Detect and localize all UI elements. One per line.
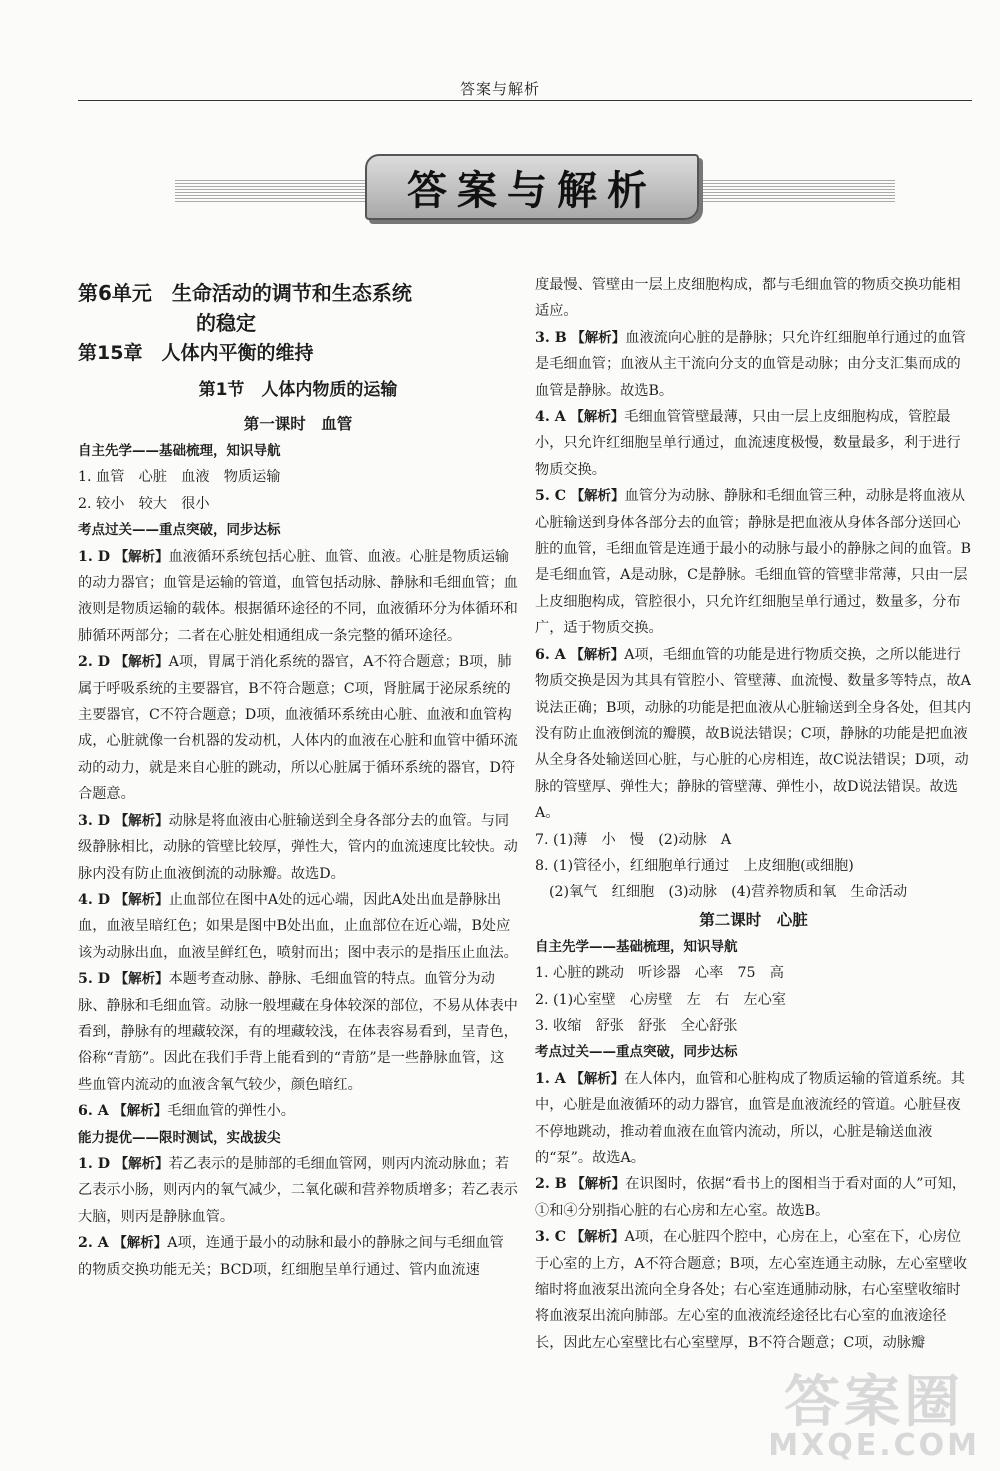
answer-item: 1. A 【解析】在人体内，血管和心脏构成了物质运输的管道系统。其中，心脏是血液循环的动力器官，血管是血液流经的管道。心脏昼夜不停地跳动，推动着血液在血管内流动，所以，心脏是输送血液的“泵”。故选A。 (535, 1070, 965, 1166)
left-column (78, 272, 518, 1283)
lesson-title: 第一课时 血管 (243, 415, 353, 433)
banner-title: 答案与解析 (407, 167, 657, 214)
lesson-title: 第二课时 心脏 (699, 910, 808, 929)
answer-line: 1. 心脏的跳动 听诊器 心率 75 高 (535, 965, 784, 982)
site-watermark: 答案圈 MXQE.COM (768, 1370, 980, 1463)
answer-item: 6. A 【解析】A项，毛细血管的功能是进行物质交换，之所以能进行物质交换是因为其具有管腔小、管壁薄、血流慢、数量多等特点，故A说法正确；B项，动脉的功能是把血液从心脏输送到全身各处，但其内没有防止血液倒流的瓣膜，故B说法错误；C项，静脉的功能是把血液从全身各处输送回心脏，与心脏的心房相连，故C说法错误；D项，动脉的管壁厚、弹性大；静脉的管壁薄、弹性小，故D说法错误。故选A。 (535, 646, 972, 822)
answer-continuation: 度最慢、管壁由一层上皮细胞构成，都与毛细血管的物质交换功能相适应。 (535, 277, 961, 320)
title-banner (175, 150, 720, 225)
answer-item: 2. A 【解析】A项，连通于最小的动脉和最小的静脉之间与毛细血管的物质交换功能无关；BCD项，红细胞呈单行通过、管内血流速 (78, 1235, 504, 1278)
banner-stripes-left (175, 178, 365, 202)
section-title: 第1节 人体内物质的运输 (198, 380, 398, 400)
running-head: 答案与解析 (459, 80, 540, 98)
answer-line: 3. 收缩 舒张 舒张 全心舒张 (535, 1017, 738, 1034)
answer-item: 4. A 【解析】毛细血管管壁最薄，只由一层上皮细胞构成，管腔最小，只允许红细胞呈单行通过，血流速度极慢，数量最多，利于进行物质交换。 (535, 409, 961, 478)
answer-item: 3. D 【解析】动脉是将血液由心脏输送到全身各部分去的血管。与同级静脉相比，动脉的管壁比较厚，弹性大，管内的血流速度比较快。动脉内没有防止血液倒流的动脉瓣。故选D。 (78, 812, 518, 882)
answer-item: 1. D 【解析】若乙表示的是肺部的毛细血管网，则丙内流动脉血；若乙表示小肠，则丙内的氧气减少，二氧化碳和营养物质增多；若乙表示大脑，则丙是静脉血管。 (78, 1155, 518, 1225)
answer-item: 2. D 【解析】A项，胃属于消化系统的器官，A不符合题意；B项，肺属于呼吸系统的主要器官，B不符合题意；C项，肾脏属于泌尿系统的主要器官，C不符合题意；D项，血液循环系统由心脏、血液和血管构成，心脏就像一台机器的发动机，人体内的血液在心脏和血管中循环流动的动力，就是来自心脏的跳动，所以心脏属于循环系统的器官，D符合题意。 (78, 654, 518, 803)
chapter-title: 第15章 人体内平衡的维持 (78, 342, 314, 364)
answer-line: 7. (1)薄 小 慢 (2)动脉 A (535, 831, 732, 848)
answer-line: (2)氧气 红细胞 (3)动脉 (4)营养物质和氧 生命活动 (549, 884, 908, 901)
subheading: 自主先学——基础梳理，知识导航 (78, 443, 281, 459)
answer-item: 5. C 【解析】血管分为动脉、静脉和毛细血管三种，动脉是将血液从心脏输送到身体各部分去的血管；静脉是把血液从身体各部分送回心脏的血管，毛细血管是连通于最小的动脉与最小的静脉之间的血管。B是毛细血管，A是动脉，C是静脉。毛细血管的管壁非常薄，只由一层上皮细胞构成，管腔很小，只允许红细胞呈单行通过，数量多，分布广，适于物质交换。 (535, 488, 972, 637)
answer-item: 2. B 【解析】在识图时，依据“看书上的图相当于看对面的人”可知，①和④分别指心脏的右心房和左心室。故选B。 (535, 1176, 967, 1219)
subheading: 考点过关——重点突破，同步达标 (535, 1044, 738, 1061)
answer-line: 2. 较小 较大 很小 (78, 495, 210, 512)
banner-stripes-right (695, 178, 895, 202)
answer-item: 3. B 【解析】血液流向心脏的是静脉；只允许红细胞单行通过的血管是毛细血管；血液从主干流向分支的血管是动脉；由分支汇集而成的血管是静脉。故选B。 (535, 329, 966, 399)
subheading: 考点过关——重点突破，同步达标 (78, 522, 281, 539)
header-rule (78, 100, 972, 101)
banner-plate (365, 154, 699, 220)
answer-line: 8. (1)管径小，红细胞单行通过 上皮细胞(或细胞) (535, 857, 854, 874)
unit-title: 第6单元 生命活动的调节和生态系统 的稳定 (78, 281, 412, 335)
answer-item: 5. D 【解析】本题考查动脉、静脉、毛细血管的特点。血管分为动脉、静脉和毛细血管。动脉一般埋藏在身体较深的部位，不易从体表中看到，静脉有的埋藏较深，有的埋藏较浅，在体表容易看到，呈青色，俗称“青筋”。因此在我们手背上能看到的“青筋”是一些静脉血管，这些血管内流动的血液含氧气较少，颜色暗红。 (78, 971, 518, 1093)
answer-line: 2. (1)心室壁 心房壁 左 右 左心室 (535, 991, 786, 1008)
answer-item: 4. D 【解析】止血部位在图中A处的远心端，因此A处出血是静脉出血，血液呈暗红色；如果是图中B处出血，止血部位在近心端，B处应该为动脉出血，血液呈鲜红色，喷射而出；图中表示的是指压止血法。 (78, 891, 518, 961)
answer-line: 1. 血管 心脏 血液 物质运输 (78, 469, 281, 486)
right-column (535, 272, 972, 1356)
answer-item: 6. A 【解析】毛细血管的弹性小。 (78, 1103, 295, 1120)
subheading: 自主先学——基础梳理，知识导航 (535, 938, 738, 955)
answer-item: 1. D 【解析】血液循环系统包括心脏、血管、血液。心脏是物质运输的动力器官；血管是运输的管道，血管包括动脉、静脉和毛细血管；血液则是物质运输的载体。根据循环途径的不同，血液循环分为体循环和肺循环两部分；二者在心脏处相通组成一条完整的循环途径。 (78, 548, 518, 644)
answer-item: 3. C 【解析】A项，在心脏四个腔中，心房在上，心室在下，心房位于心室的上方，A不符合题意；B项，左心室连通主动脉，左心室壁收缩时将血液泵出流向全身各处；右心室连通肺动脉，右心室壁收缩时将血液泵出流向肺部。左心室的血液流经途径比右心室的血液途径长，因此左心室壁比右心室壁厚，B不符合题意；C项，动脉瓣 (535, 1229, 968, 1351)
subheading: 能力提优——限时测试，实战拔尖 (78, 1129, 281, 1146)
